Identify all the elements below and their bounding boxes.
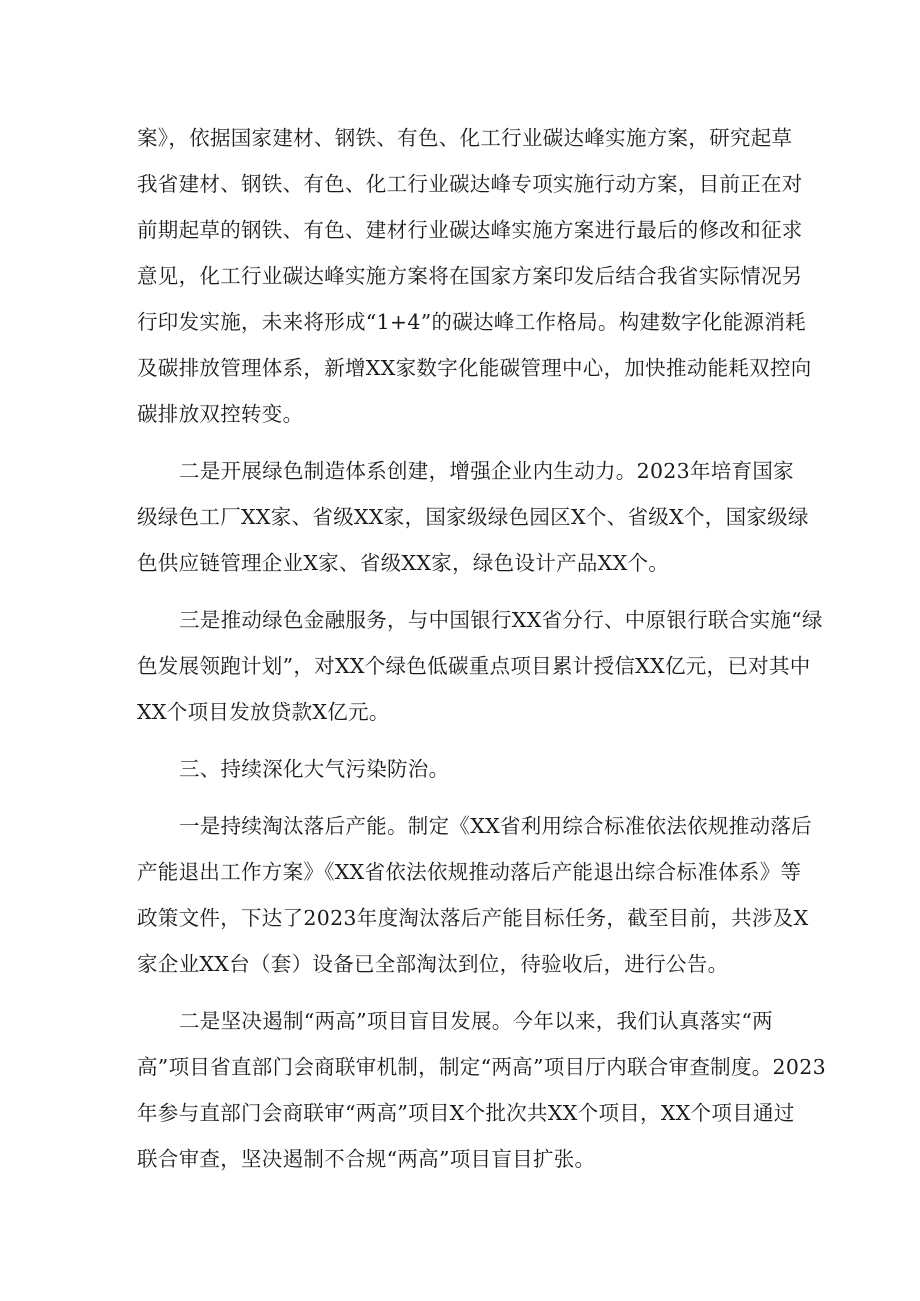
paragraph-line: 年参与直部门会商联审“两高”项目X个批次共XX个项目，XX个项目通过 xyxy=(137,1101,795,1125)
paragraph-eliminate-capacity xyxy=(137,803,812,987)
paragraph-line: 二是坚决遏制“两高”项目盲目发展。今年以来，我们认真落实“两 xyxy=(179,1009,773,1033)
paragraph-line: 意见，化工行业碳达峰实施方案将在国家方案印发后结合我省实际情况另 xyxy=(137,264,803,288)
paragraph-line: 及碳排放管理体系，新增XX家数字化能碳管理中心，加快推动能耗双控向 xyxy=(137,356,812,380)
document-body xyxy=(137,115,826,1193)
paragraph-line: 一是持续淘汰落后产能。制定《XX省利用综合标准依法依规推动落后 xyxy=(179,814,812,838)
paragraph-line: 二是开展绿色制造体系创建，增强企业内生动力。2023年培育国家 xyxy=(179,459,794,483)
paragraph-line: 产能退出工作方案》《XX省依法依规推动落后产能退出综合标准体系》等 xyxy=(137,860,802,884)
section-heading-air-pollution xyxy=(137,746,787,792)
paragraph-line: 政策文件，下达了2023年度淘汰落后产能目标任务，截至目前，共涉及X xyxy=(137,906,809,930)
paragraph-line: 三是推动绿色金融服务，与中国银行XX省分行、中原银行联合实施“绿 xyxy=(179,608,823,632)
paragraph-green-manufacturing xyxy=(137,448,809,586)
paragraph-line: 我省建材、钢铁、有色、化工行业碳达峰专项实施行动方案，目前正在对 xyxy=(137,172,803,196)
paragraph-line: 家企业XX台（套）设备已全部淘汰到位，待验收后，进行公告。 xyxy=(137,952,729,976)
paragraph-line: 色供应链管理企业X家、省级XX家，绿色设计产品XX个。 xyxy=(137,551,670,575)
paragraph-line: 色发展领跑计划”，对XX个绿色低碳重点项目累计授信XX亿元，已对其中 xyxy=(137,654,811,678)
paragraph-line: 级绿色工厂XX家、省级XX家，国家级绿色园区X个、省级X个，国家级绿 xyxy=(137,505,809,529)
paragraph-line: 案》，依据国家建材、钢铁、有色、化工行业碳达峰实施方案，研究起草 xyxy=(137,126,793,150)
section-heading: 三、持续深化大气污染防治。 xyxy=(179,757,450,781)
paragraph-green-finance xyxy=(137,597,823,735)
paragraph-line: 碳排放双控转变。 xyxy=(137,402,304,426)
paragraph-line: XX个项目发放贷款X亿元。 xyxy=(137,700,390,724)
paragraph-line: 行印发实施，未来将形成“1+4”的碳达峰工作格局。构建数字化能源消耗 xyxy=(137,310,806,334)
paragraph-line: 高”项目省直部门会商联审机制，制定“两高”项目厅内联合审查制度。2023 xyxy=(137,1055,826,1079)
paragraph-line: 联合审查，坚决遏制不合规“两高”项目盲目扩张。 xyxy=(137,1147,596,1171)
paragraph-line: 前期起草的钢铁、有色、建材行业碳达峰实施方案进行最后的修改和征求 xyxy=(137,218,803,242)
paragraph-carbon-peak-plan xyxy=(137,115,812,437)
paragraph-two-high-projects xyxy=(137,998,826,1182)
